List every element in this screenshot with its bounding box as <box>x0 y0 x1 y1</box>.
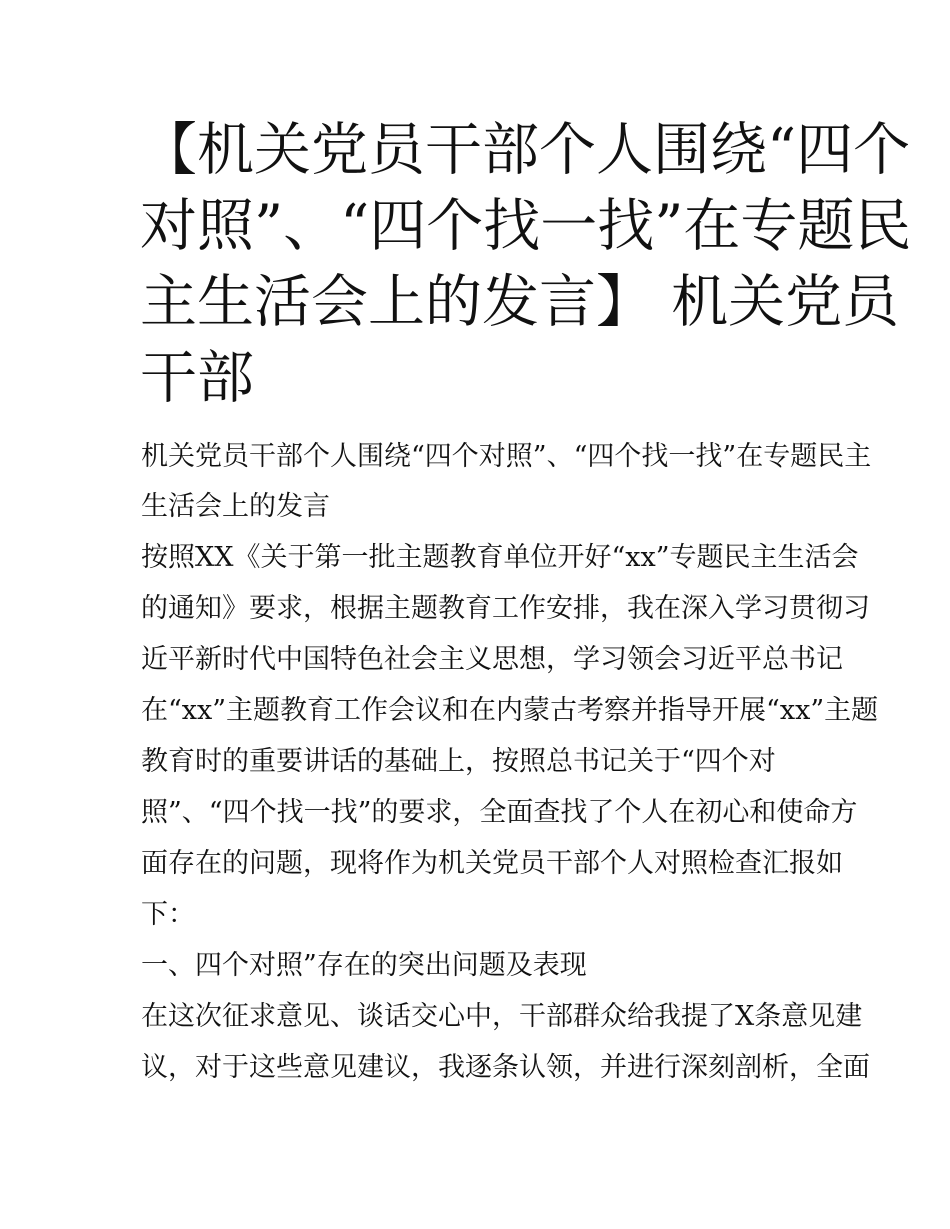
body-text-line-3: 按照XX《关于第一批主题教育单位开好“xx”专题民主生活会 <box>141 542 859 573</box>
body-text-line-12: 议，对于这些意见建议，我逐条认领，并进行深刻剖析，全面 <box>141 1052 870 1083</box>
document-title-line-1: 【机关党员干部个人围绕“四个 <box>140 117 911 183</box>
body-text-line-1: 机关党员干部个人围绕“四个对照”、“四个找一找”在专题民主 <box>141 441 872 472</box>
body-text-line-2: 生活会上的发言 <box>141 491 330 522</box>
document-title-line-3: 主生活会上的发言】 机关党员 <box>140 269 900 335</box>
body-text-line-10: 下： <box>141 899 195 930</box>
body-text-line-7: 教育时的重要讲话的基础上，按照总书记关于“四个对 <box>141 746 776 777</box>
body-text-line-9: 面存在的问题，现将作为机关党员干部个人对照检查汇报如 <box>141 848 843 879</box>
body-text-line-11: 在这次征求意见、谈话交心中，干部群众给我提了X条意见建 <box>141 1001 863 1032</box>
document-title-line-2: 对照”、“四个找一找”在专题民 <box>140 193 912 259</box>
body-text-line-6: 在“xx”主题教育工作会议和在内蒙古考察并指导开展“xx”主题 <box>141 695 879 726</box>
section-heading-1: 一、四个对照”存在的突出问题及表现 <box>141 950 587 981</box>
body-text-line-5: 近平新时代中国特色社会主义思想，学习领会习近平总书记 <box>141 644 843 675</box>
body-text-line-4: 的通知》要求，根据主题教育工作安排，我在深入学习贯彻习 <box>141 593 870 624</box>
document-title-line-4: 干部 <box>140 345 254 411</box>
body-text-line-8: 照”、“四个找一找”的要求，全面查找了个人在初心和使命方 <box>141 797 858 828</box>
